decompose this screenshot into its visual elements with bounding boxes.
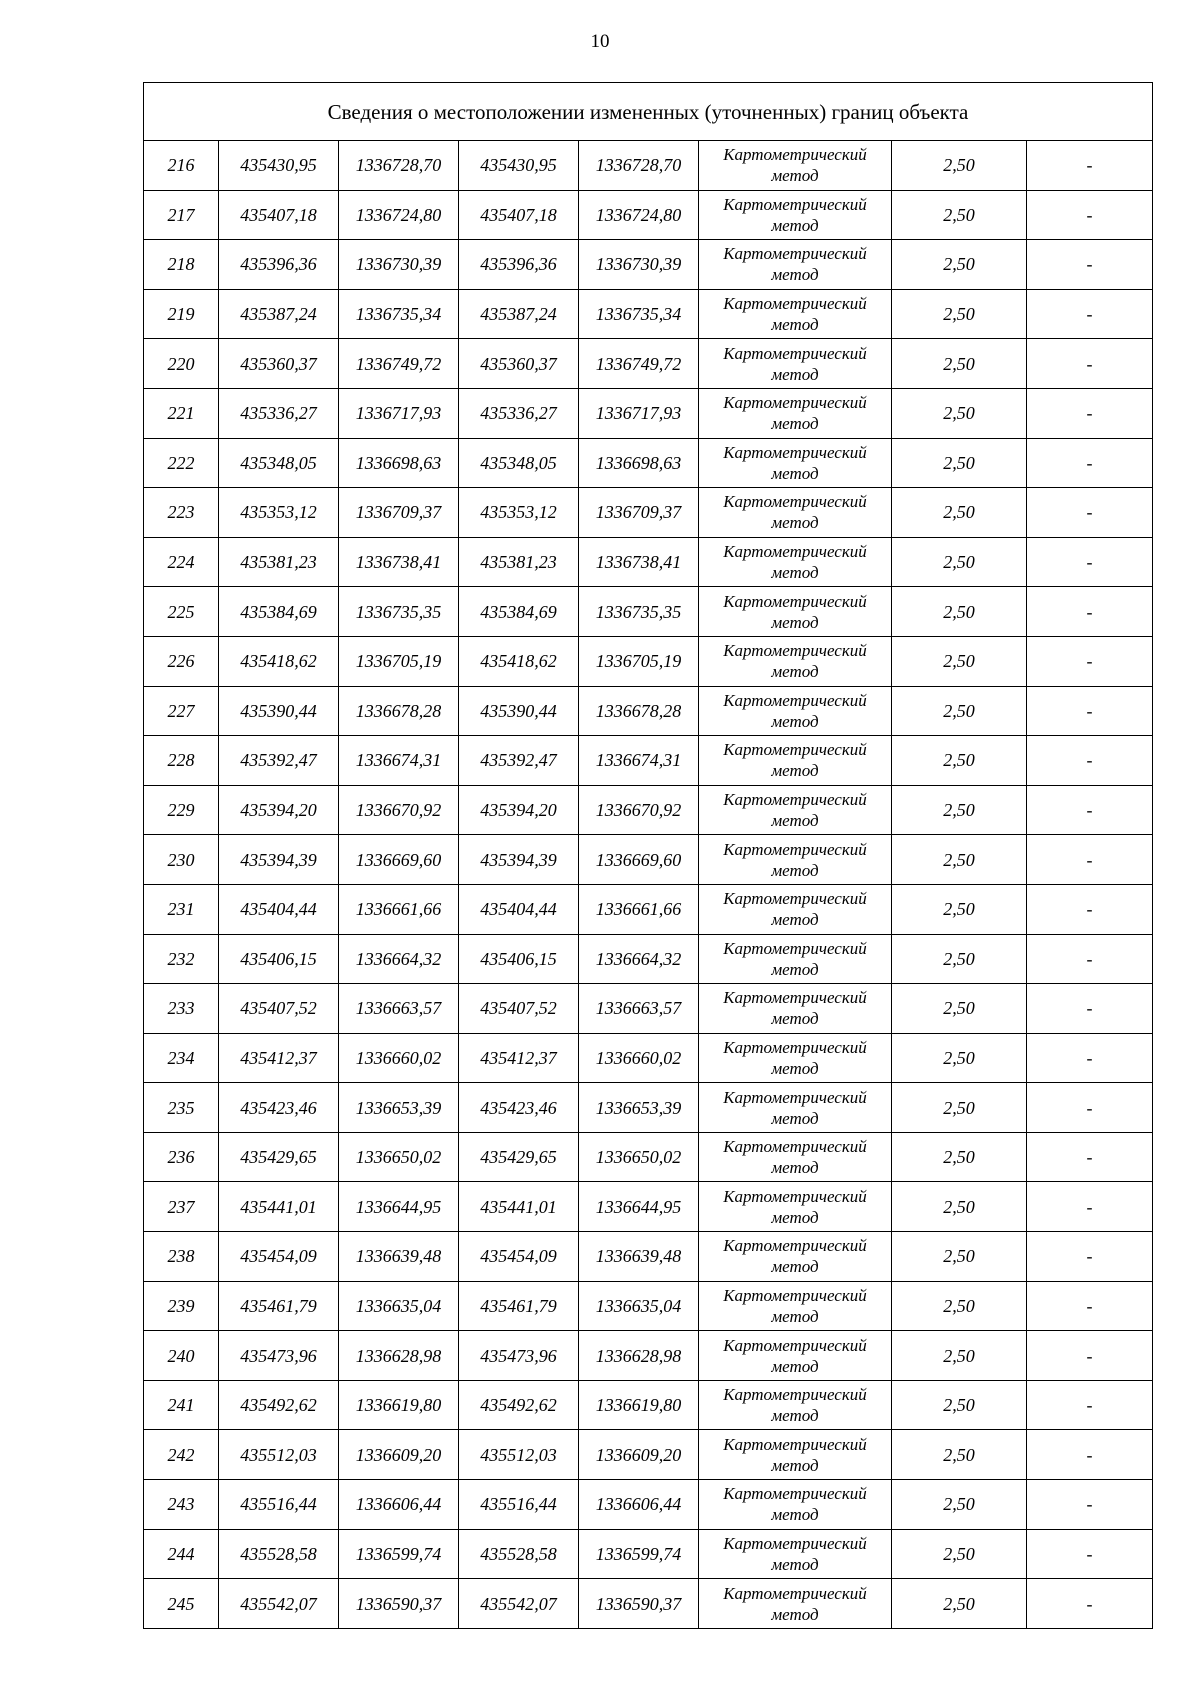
table-row (144, 587, 1153, 637)
note-cell: - (1027, 1529, 1153, 1579)
refined-x-cell: 435381,23 (459, 537, 579, 587)
table-caption: Сведения о местоположении измененных (уточненных) границ объекта (144, 83, 1153, 141)
point-number-cell: 239 (144, 1281, 219, 1331)
method-cell: Картометрический метод (699, 1529, 892, 1579)
note-cell: - (1027, 1281, 1153, 1331)
existing-x-cell: 435384,69 (219, 587, 339, 637)
point-number-cell: 222 (144, 438, 219, 488)
accuracy-cell: 2,50 (892, 934, 1027, 984)
existing-x-cell: 435394,39 (219, 835, 339, 885)
refined-y-cell: 1336628,98 (579, 1331, 699, 1381)
existing-y-cell: 1336730,39 (339, 240, 459, 290)
method-cell: Картометрический метод (699, 736, 892, 786)
refined-y-cell: 1336709,37 (579, 488, 699, 538)
refined-y-cell: 1336650,02 (579, 1132, 699, 1182)
method-cell: Картометрический метод (699, 1232, 892, 1282)
method-cell: Картометрический метод (699, 686, 892, 736)
refined-y-cell: 1336738,41 (579, 537, 699, 587)
existing-x-cell: 435430,95 (219, 141, 339, 191)
accuracy-cell: 2,50 (892, 736, 1027, 786)
refined-y-cell: 1336664,32 (579, 934, 699, 984)
refined-x-cell: 435429,65 (459, 1132, 579, 1182)
existing-y-cell: 1336635,04 (339, 1281, 459, 1331)
point-number-cell: 227 (144, 686, 219, 736)
existing-x-cell: 435412,37 (219, 1033, 339, 1083)
method-cell: Картометрический метод (699, 1380, 892, 1430)
existing-x-cell: 435392,47 (219, 736, 339, 786)
refined-y-cell: 1336635,04 (579, 1281, 699, 1331)
existing-y-cell: 1336644,95 (339, 1182, 459, 1232)
existing-x-cell: 435404,44 (219, 884, 339, 934)
existing-y-cell: 1336678,28 (339, 686, 459, 736)
refined-x-cell: 435407,18 (459, 190, 579, 240)
point-number-cell: 229 (144, 785, 219, 835)
existing-y-cell: 1336674,31 (339, 736, 459, 786)
point-number-cell: 225 (144, 587, 219, 637)
note-cell: - (1027, 388, 1153, 438)
point-number-cell: 242 (144, 1430, 219, 1480)
accuracy-cell: 2,50 (892, 884, 1027, 934)
accuracy-cell: 2,50 (892, 388, 1027, 438)
note-cell: - (1027, 1182, 1153, 1232)
point-number-cell: 238 (144, 1232, 219, 1282)
existing-y-cell: 1336717,93 (339, 388, 459, 438)
refined-x-cell: 435336,27 (459, 388, 579, 438)
point-number-cell: 240 (144, 1331, 219, 1381)
method-cell: Картометрический метод (699, 240, 892, 290)
accuracy-cell: 2,50 (892, 1331, 1027, 1381)
method-cell: Картометрический метод (699, 587, 892, 637)
table-row (144, 141, 1153, 191)
refined-x-cell: 435430,95 (459, 141, 579, 191)
refined-y-cell: 1336663,57 (579, 984, 699, 1034)
table-row (144, 1380, 1153, 1430)
table-row (144, 835, 1153, 885)
accuracy-cell: 2,50 (892, 1529, 1027, 1579)
existing-y-cell: 1336606,44 (339, 1480, 459, 1530)
note-cell: - (1027, 1033, 1153, 1083)
table-row (144, 736, 1153, 786)
table-row (144, 636, 1153, 686)
point-number-cell: 226 (144, 636, 219, 686)
existing-x-cell: 435387,24 (219, 289, 339, 339)
note-cell: - (1027, 636, 1153, 686)
table-row (144, 1182, 1153, 1232)
method-cell: Картометрический метод (699, 1033, 892, 1083)
table-row (144, 289, 1153, 339)
refined-y-cell: 1336749,72 (579, 339, 699, 389)
note-cell: - (1027, 339, 1153, 389)
refined-x-cell: 435353,12 (459, 488, 579, 538)
existing-x-cell: 435394,20 (219, 785, 339, 835)
existing-y-cell: 1336749,72 (339, 339, 459, 389)
accuracy-cell: 2,50 (892, 587, 1027, 637)
point-number-cell: 237 (144, 1182, 219, 1232)
existing-y-cell: 1336705,19 (339, 636, 459, 686)
existing-y-cell: 1336650,02 (339, 1132, 459, 1182)
refined-x-cell: 435423,46 (459, 1083, 579, 1133)
point-number-cell: 231 (144, 884, 219, 934)
table-row (144, 1480, 1153, 1530)
refined-x-cell: 435390,44 (459, 686, 579, 736)
refined-y-cell: 1336590,37 (579, 1579, 699, 1629)
point-number-cell: 223 (144, 488, 219, 538)
note-cell: - (1027, 240, 1153, 290)
refined-x-cell: 435512,03 (459, 1430, 579, 1480)
note-cell: - (1027, 190, 1153, 240)
refined-y-cell: 1336606,44 (579, 1480, 699, 1530)
existing-y-cell: 1336590,37 (339, 1579, 459, 1629)
refined-x-cell: 435384,69 (459, 587, 579, 637)
table-row (144, 686, 1153, 736)
method-cell: Картометрический метод (699, 1132, 892, 1182)
accuracy-cell: 2,50 (892, 636, 1027, 686)
note-cell: - (1027, 1331, 1153, 1381)
note-cell: - (1027, 1380, 1153, 1430)
refined-x-cell: 435542,07 (459, 1579, 579, 1629)
refined-x-cell: 435473,96 (459, 1331, 579, 1381)
point-number-cell: 221 (144, 388, 219, 438)
refined-x-cell: 435396,36 (459, 240, 579, 290)
existing-y-cell: 1336653,39 (339, 1083, 459, 1133)
refined-x-cell: 435461,79 (459, 1281, 579, 1331)
table-row (144, 339, 1153, 389)
existing-y-cell: 1336698,63 (339, 438, 459, 488)
refined-y-cell: 1336609,20 (579, 1430, 699, 1480)
accuracy-cell: 2,50 (892, 785, 1027, 835)
note-cell: - (1027, 1232, 1153, 1282)
note-cell: - (1027, 1430, 1153, 1480)
refined-x-cell: 435392,47 (459, 736, 579, 786)
point-number-cell: 230 (144, 835, 219, 885)
refined-y-cell: 1336619,80 (579, 1380, 699, 1430)
existing-y-cell: 1336663,57 (339, 984, 459, 1034)
existing-x-cell: 435441,01 (219, 1182, 339, 1232)
existing-y-cell: 1336619,80 (339, 1380, 459, 1430)
accuracy-cell: 2,50 (892, 835, 1027, 885)
point-number-cell: 219 (144, 289, 219, 339)
existing-x-cell: 435528,58 (219, 1529, 339, 1579)
existing-x-cell: 435512,03 (219, 1430, 339, 1480)
refined-x-cell: 435394,39 (459, 835, 579, 885)
point-number-cell: 233 (144, 984, 219, 1034)
existing-y-cell: 1336660,02 (339, 1033, 459, 1083)
point-number-cell: 245 (144, 1579, 219, 1629)
refined-y-cell: 1336670,92 (579, 785, 699, 835)
point-number-cell: 236 (144, 1132, 219, 1182)
method-cell: Картометрический метод (699, 785, 892, 835)
accuracy-cell: 2,50 (892, 1480, 1027, 1530)
table-row (144, 1430, 1153, 1480)
note-cell: - (1027, 984, 1153, 1034)
accuracy-cell: 2,50 (892, 1380, 1027, 1430)
existing-x-cell: 435396,36 (219, 240, 339, 290)
existing-x-cell: 435461,79 (219, 1281, 339, 1331)
method-cell: Картометрический метод (699, 289, 892, 339)
refined-x-cell: 435360,37 (459, 339, 579, 389)
note-cell: - (1027, 1579, 1153, 1629)
existing-y-cell: 1336738,41 (339, 537, 459, 587)
refined-x-cell: 435394,20 (459, 785, 579, 835)
method-cell: Картометрический метод (699, 1480, 892, 1530)
accuracy-cell: 2,50 (892, 686, 1027, 736)
existing-y-cell: 1336669,60 (339, 835, 459, 885)
refined-y-cell: 1336705,19 (579, 636, 699, 686)
note-cell: - (1027, 785, 1153, 835)
point-number-cell: 220 (144, 339, 219, 389)
method-cell: Картометрический метод (699, 438, 892, 488)
table-row (144, 388, 1153, 438)
method-cell: Картометрический метод (699, 190, 892, 240)
refined-y-cell: 1336661,66 (579, 884, 699, 934)
accuracy-cell: 2,50 (892, 1182, 1027, 1232)
accuracy-cell: 2,50 (892, 339, 1027, 389)
accuracy-cell: 2,50 (892, 190, 1027, 240)
point-number-cell: 216 (144, 141, 219, 191)
table-row (144, 488, 1153, 538)
refined-y-cell: 1336644,95 (579, 1182, 699, 1232)
table-row (144, 934, 1153, 984)
accuracy-cell: 2,50 (892, 1132, 1027, 1182)
existing-x-cell: 435336,27 (219, 388, 339, 438)
table-row (144, 1132, 1153, 1182)
existing-y-cell: 1336670,92 (339, 785, 459, 835)
existing-x-cell: 435381,23 (219, 537, 339, 587)
existing-x-cell: 435407,52 (219, 984, 339, 1034)
refined-y-cell: 1336728,70 (579, 141, 699, 191)
refined-x-cell: 435528,58 (459, 1529, 579, 1579)
accuracy-cell: 2,50 (892, 240, 1027, 290)
existing-x-cell: 435542,07 (219, 1579, 339, 1629)
existing-x-cell: 435407,18 (219, 190, 339, 240)
method-cell: Картометрический метод (699, 141, 892, 191)
note-cell: - (1027, 438, 1153, 488)
existing-x-cell: 435348,05 (219, 438, 339, 488)
refined-y-cell: 1336698,63 (579, 438, 699, 488)
accuracy-cell: 2,50 (892, 1033, 1027, 1083)
refined-x-cell: 435418,62 (459, 636, 579, 686)
point-number-cell: 224 (144, 537, 219, 587)
existing-x-cell: 435429,65 (219, 1132, 339, 1182)
accuracy-cell: 2,50 (892, 537, 1027, 587)
method-cell: Картометрический метод (699, 1182, 892, 1232)
refined-y-cell: 1336735,34 (579, 289, 699, 339)
existing-y-cell: 1336664,32 (339, 934, 459, 984)
point-number-cell: 234 (144, 1033, 219, 1083)
existing-y-cell: 1336724,80 (339, 190, 459, 240)
existing-x-cell: 435418,62 (219, 636, 339, 686)
note-cell: - (1027, 587, 1153, 637)
existing-y-cell: 1336661,66 (339, 884, 459, 934)
existing-y-cell: 1336628,98 (339, 1331, 459, 1381)
table-row (144, 984, 1153, 1034)
existing-x-cell: 435360,37 (219, 339, 339, 389)
existing-y-cell: 1336728,70 (339, 141, 459, 191)
method-cell: Картометрический метод (699, 1083, 892, 1133)
method-cell: Картометрический метод (699, 1430, 892, 1480)
method-cell: Картометрический метод (699, 537, 892, 587)
table-row (144, 1529, 1153, 1579)
point-number-cell: 228 (144, 736, 219, 786)
refined-y-cell: 1336674,31 (579, 736, 699, 786)
accuracy-cell: 2,50 (892, 1232, 1027, 1282)
point-number-cell: 218 (144, 240, 219, 290)
boundary-coordinates-table (143, 82, 1153, 1629)
point-number-cell: 235 (144, 1083, 219, 1133)
method-cell: Картометрический метод (699, 1579, 892, 1629)
point-number-cell: 217 (144, 190, 219, 240)
note-cell: - (1027, 884, 1153, 934)
existing-x-cell: 435492,62 (219, 1380, 339, 1430)
note-cell: - (1027, 537, 1153, 587)
method-cell: Картометрический метод (699, 1281, 892, 1331)
refined-y-cell: 1336678,28 (579, 686, 699, 736)
refined-x-cell: 435404,44 (459, 884, 579, 934)
refined-y-cell: 1336717,93 (579, 388, 699, 438)
existing-x-cell: 435390,44 (219, 686, 339, 736)
refined-y-cell: 1336735,35 (579, 587, 699, 637)
refined-y-cell: 1336639,48 (579, 1232, 699, 1282)
point-number-cell: 241 (144, 1380, 219, 1430)
refined-x-cell: 435454,09 (459, 1232, 579, 1282)
existing-y-cell: 1336609,20 (339, 1430, 459, 1480)
method-cell: Картометрический метод (699, 884, 892, 934)
refined-y-cell: 1336599,74 (579, 1529, 699, 1579)
method-cell: Картометрический метод (699, 984, 892, 1034)
note-cell: - (1027, 1480, 1153, 1530)
existing-y-cell: 1336599,74 (339, 1529, 459, 1579)
table-row (144, 785, 1153, 835)
accuracy-cell: 2,50 (892, 1430, 1027, 1480)
table-row (144, 438, 1153, 488)
existing-y-cell: 1336709,37 (339, 488, 459, 538)
refined-x-cell: 435348,05 (459, 438, 579, 488)
method-cell: Картометрический метод (699, 934, 892, 984)
method-cell: Картометрический метод (699, 388, 892, 438)
point-number-cell: 243 (144, 1480, 219, 1530)
refined-x-cell: 435406,15 (459, 934, 579, 984)
accuracy-cell: 2,50 (892, 289, 1027, 339)
table-row (144, 1033, 1153, 1083)
table-row (144, 884, 1153, 934)
existing-y-cell: 1336735,34 (339, 289, 459, 339)
note-cell: - (1027, 835, 1153, 885)
method-cell: Картометрический метод (699, 488, 892, 538)
note-cell: - (1027, 934, 1153, 984)
method-cell: Картометрический метод (699, 835, 892, 885)
refined-y-cell: 1336660,02 (579, 1033, 699, 1083)
table-row (144, 1232, 1153, 1282)
table-row (144, 240, 1153, 290)
method-cell: Картометрический метод (699, 1331, 892, 1381)
refined-x-cell: 435516,44 (459, 1480, 579, 1530)
table-row (144, 537, 1153, 587)
page-number: 10 (590, 31, 610, 52)
existing-y-cell: 1336735,35 (339, 587, 459, 637)
refined-y-cell: 1336653,39 (579, 1083, 699, 1133)
method-cell: Картометрический метод (699, 339, 892, 389)
point-number-cell: 244 (144, 1529, 219, 1579)
accuracy-cell: 2,50 (892, 438, 1027, 488)
table-caption-row (144, 83, 1153, 141)
refined-y-cell: 1336669,60 (579, 835, 699, 885)
note-cell: - (1027, 1083, 1153, 1133)
refined-y-cell: 1336730,39 (579, 240, 699, 290)
method-cell: Картометрический метод (699, 636, 892, 686)
note-cell: - (1027, 1132, 1153, 1182)
accuracy-cell: 2,50 (892, 1281, 1027, 1331)
table-row (144, 190, 1153, 240)
table-row (144, 1579, 1153, 1629)
note-cell: - (1027, 736, 1153, 786)
note-cell: - (1027, 686, 1153, 736)
note-cell: - (1027, 289, 1153, 339)
accuracy-cell: 2,50 (892, 1579, 1027, 1629)
refined-x-cell: 435412,37 (459, 1033, 579, 1083)
accuracy-cell: 2,50 (892, 984, 1027, 1034)
table-row (144, 1331, 1153, 1381)
table-row (144, 1281, 1153, 1331)
point-number-cell: 232 (144, 934, 219, 984)
table-row (144, 1083, 1153, 1133)
refined-x-cell: 435387,24 (459, 289, 579, 339)
note-cell: - (1027, 141, 1153, 191)
note-cell: - (1027, 488, 1153, 538)
accuracy-cell: 2,50 (892, 1083, 1027, 1133)
existing-x-cell: 435353,12 (219, 488, 339, 538)
refined-x-cell: 435407,52 (459, 984, 579, 1034)
accuracy-cell: 2,50 (892, 141, 1027, 191)
refined-x-cell: 435492,62 (459, 1380, 579, 1430)
existing-x-cell: 435423,46 (219, 1083, 339, 1133)
existing-x-cell: 435516,44 (219, 1480, 339, 1530)
existing-x-cell: 435473,96 (219, 1331, 339, 1381)
existing-y-cell: 1336639,48 (339, 1232, 459, 1282)
existing-x-cell: 435406,15 (219, 934, 339, 984)
existing-x-cell: 435454,09 (219, 1232, 339, 1282)
refined-y-cell: 1336724,80 (579, 190, 699, 240)
refined-x-cell: 435441,01 (459, 1182, 579, 1232)
accuracy-cell: 2,50 (892, 488, 1027, 538)
